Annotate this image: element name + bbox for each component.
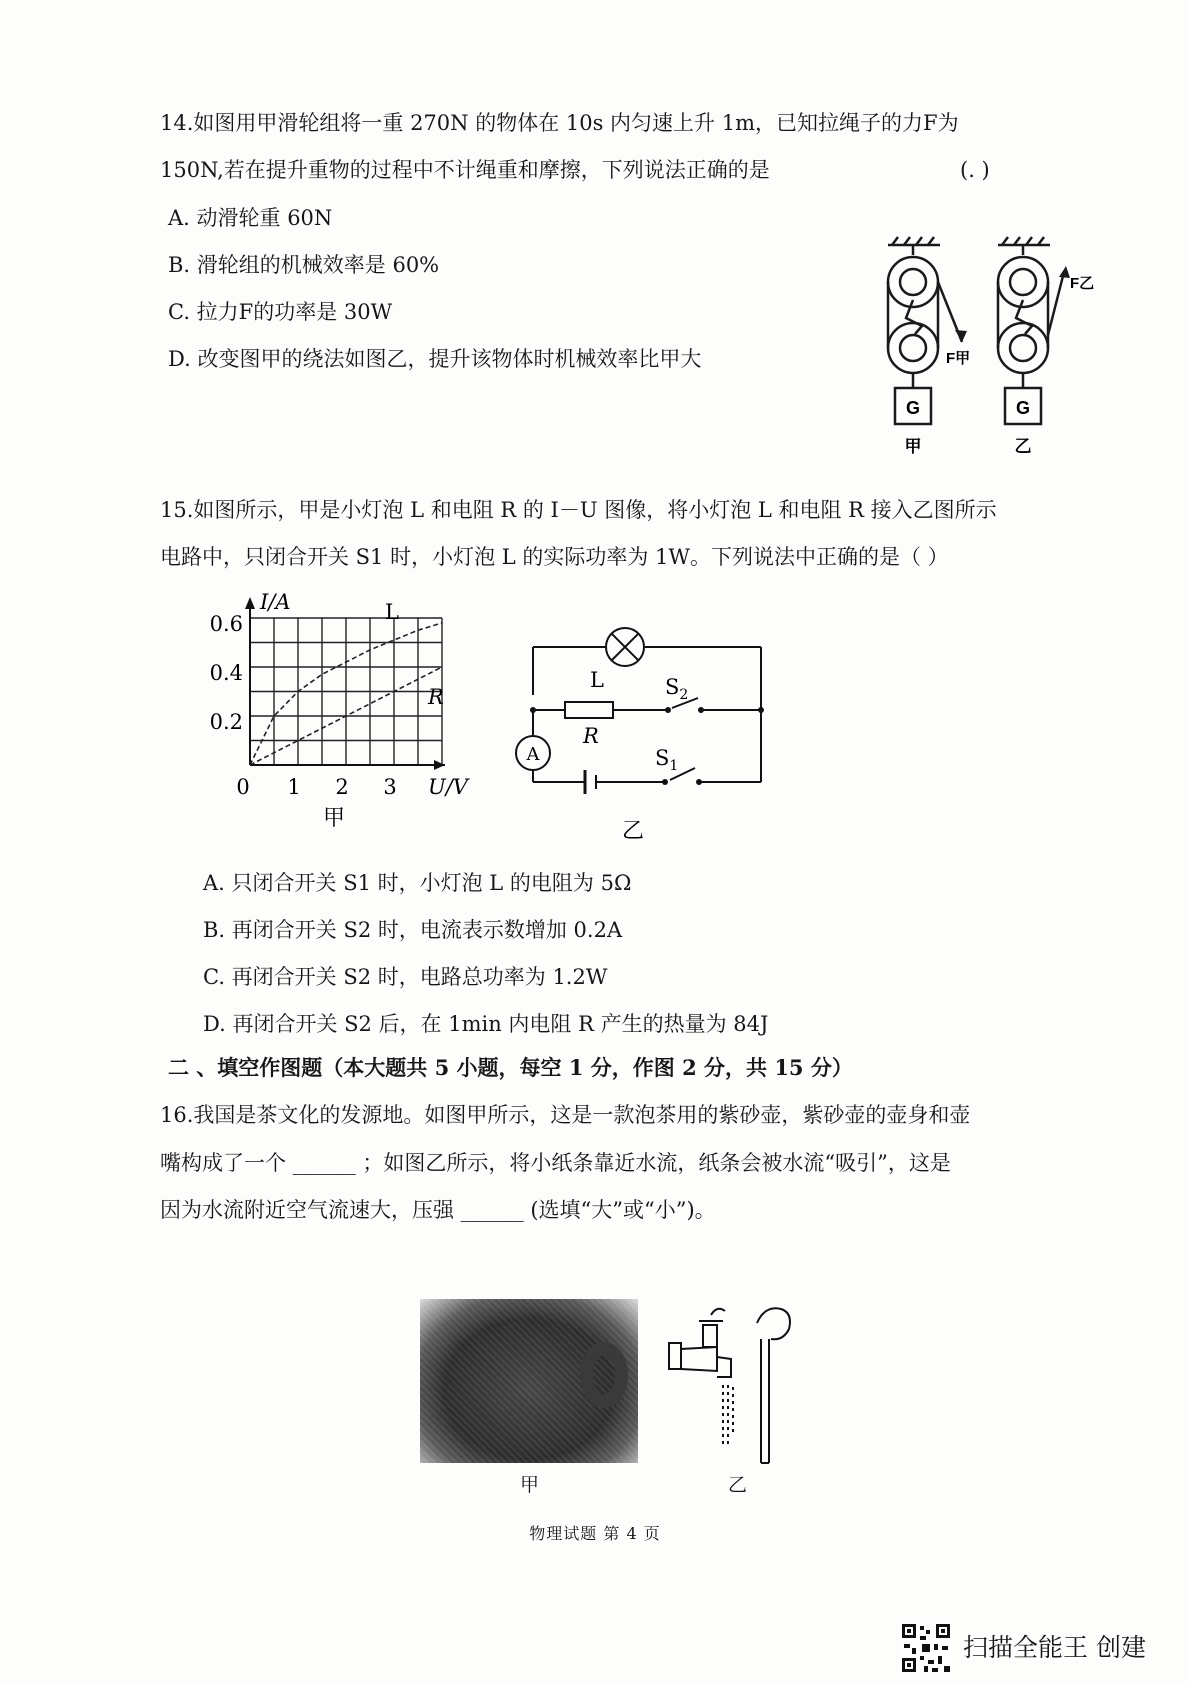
teapot-handle xyxy=(580,1342,628,1408)
y-tick-0-6: 0.6 xyxy=(209,612,243,636)
scanner-watermark: 扫描全能王 创建 xyxy=(963,1633,1146,1662)
q15-line2: 电路中，只闭合开关 S1 时，小灯泡 L 的实际功率为 1W。下列说法中正确的是（ ） xyxy=(160,545,949,569)
q15-option-d: D. 再闭合开关 S2 后，在 1min 内电阻 R 产生的热量为 84J xyxy=(203,1012,769,1036)
qr-code-icon xyxy=(900,1622,952,1674)
weight-g-yi: G xyxy=(1015,398,1031,418)
x-tick-1: 1 xyxy=(287,775,301,799)
switch-s1-label: $S_1$ xyxy=(655,746,679,774)
y-axis-label: I/A xyxy=(260,590,291,614)
q14-option-c: C. 拉力F的功率是 30W xyxy=(168,300,393,324)
circuit-caption: 乙 xyxy=(621,819,645,844)
q14-option-d: D. 改变图甲的绕法如图乙，提升该物体时机械效率比甲大 xyxy=(168,347,702,371)
q16-line3: 因为水流附近空气流速大，压强 ______ (选填“大”或“小”)。 xyxy=(160,1198,716,1222)
iu-graph xyxy=(180,585,480,830)
q14-answer-bracket: (. ) xyxy=(960,158,990,182)
q14-option-a: A. 动滑轮重 60N xyxy=(168,206,333,230)
y-tick-0-2: 0.2 xyxy=(209,710,243,734)
section2-heading: 二 、填空作图题（本大题共 5 小题，每空 1 分，作图 2 分，共 15 分） xyxy=(168,1055,853,1080)
q14-line1: 14.如图用甲滑轮组将一重 270N 的物体在 10s 内匀速上升 1m，已知拉绳子的力F为 xyxy=(160,111,959,135)
curve-label-r: R xyxy=(428,685,444,709)
weight-g-jia: G xyxy=(905,398,921,418)
switch-s2-label: $S_2$ xyxy=(665,675,689,703)
y-tick-0-4: 0.4 xyxy=(209,661,243,685)
graph-caption: 甲 xyxy=(322,806,346,831)
ammeter-label: A xyxy=(526,744,540,765)
resistor-symbol xyxy=(565,702,613,718)
q14-line2: 150N,若在提升重物的过程中不计绳重和摩擦，下列说法正确的是 xyxy=(160,158,770,182)
q15-option-a: A. 只闭合开关 S1 时，小灯泡 L 的电阻为 5Ω xyxy=(203,871,632,895)
pulley-figure xyxy=(870,230,1100,460)
lamp-label: L xyxy=(590,668,604,692)
faucet-caption: 乙 xyxy=(728,1474,748,1496)
force-label-yi: F乙 xyxy=(1070,275,1095,292)
pulley-caption-jia: 甲 xyxy=(904,437,922,457)
q15-line1: 15.如图所示，甲是小灯泡 L 和电阻 R 的 I－U 图像，将小灯泡 L 和电阻 R 接入乙图所示 xyxy=(160,498,997,522)
faucet-figure xyxy=(665,1295,815,1470)
q16-line1: 16.我国是茶文化的发源地。如图甲所示，这是一款泡茶用的紫砂壶，紫砂壶的壶身和壶 xyxy=(160,1103,971,1127)
page-footer: 物理试题 第 4 页 xyxy=(529,1524,661,1543)
resistor-label: R xyxy=(583,724,599,748)
q16-line2: 嘴构成了一个 ______ ；如图乙所示，将小纸条靠近水流，纸条会被水流“吸引”，这是 xyxy=(160,1151,951,1175)
x-tick-2: 2 xyxy=(335,775,349,799)
force-label-jia: F甲 xyxy=(946,350,971,367)
teapot-caption: 甲 xyxy=(520,1474,540,1496)
q15-option-c: C. 再闭合开关 S2 时，电路总功率为 1.2W xyxy=(203,965,608,989)
x-tick-0: 0 xyxy=(236,775,250,799)
x-axis-label: U/V xyxy=(428,775,468,799)
q15-option-b: B. 再闭合开关 S2 时，电流表示数增加 0.2A xyxy=(203,918,623,942)
curve-label-l: L xyxy=(385,600,399,624)
x-tick-3: 3 xyxy=(383,775,397,799)
circuit-diagram xyxy=(505,605,775,844)
pulley-caption-yi: 乙 xyxy=(1014,437,1032,457)
q14-option-b: B. 滑轮组的机械效率是 60% xyxy=(168,253,440,277)
